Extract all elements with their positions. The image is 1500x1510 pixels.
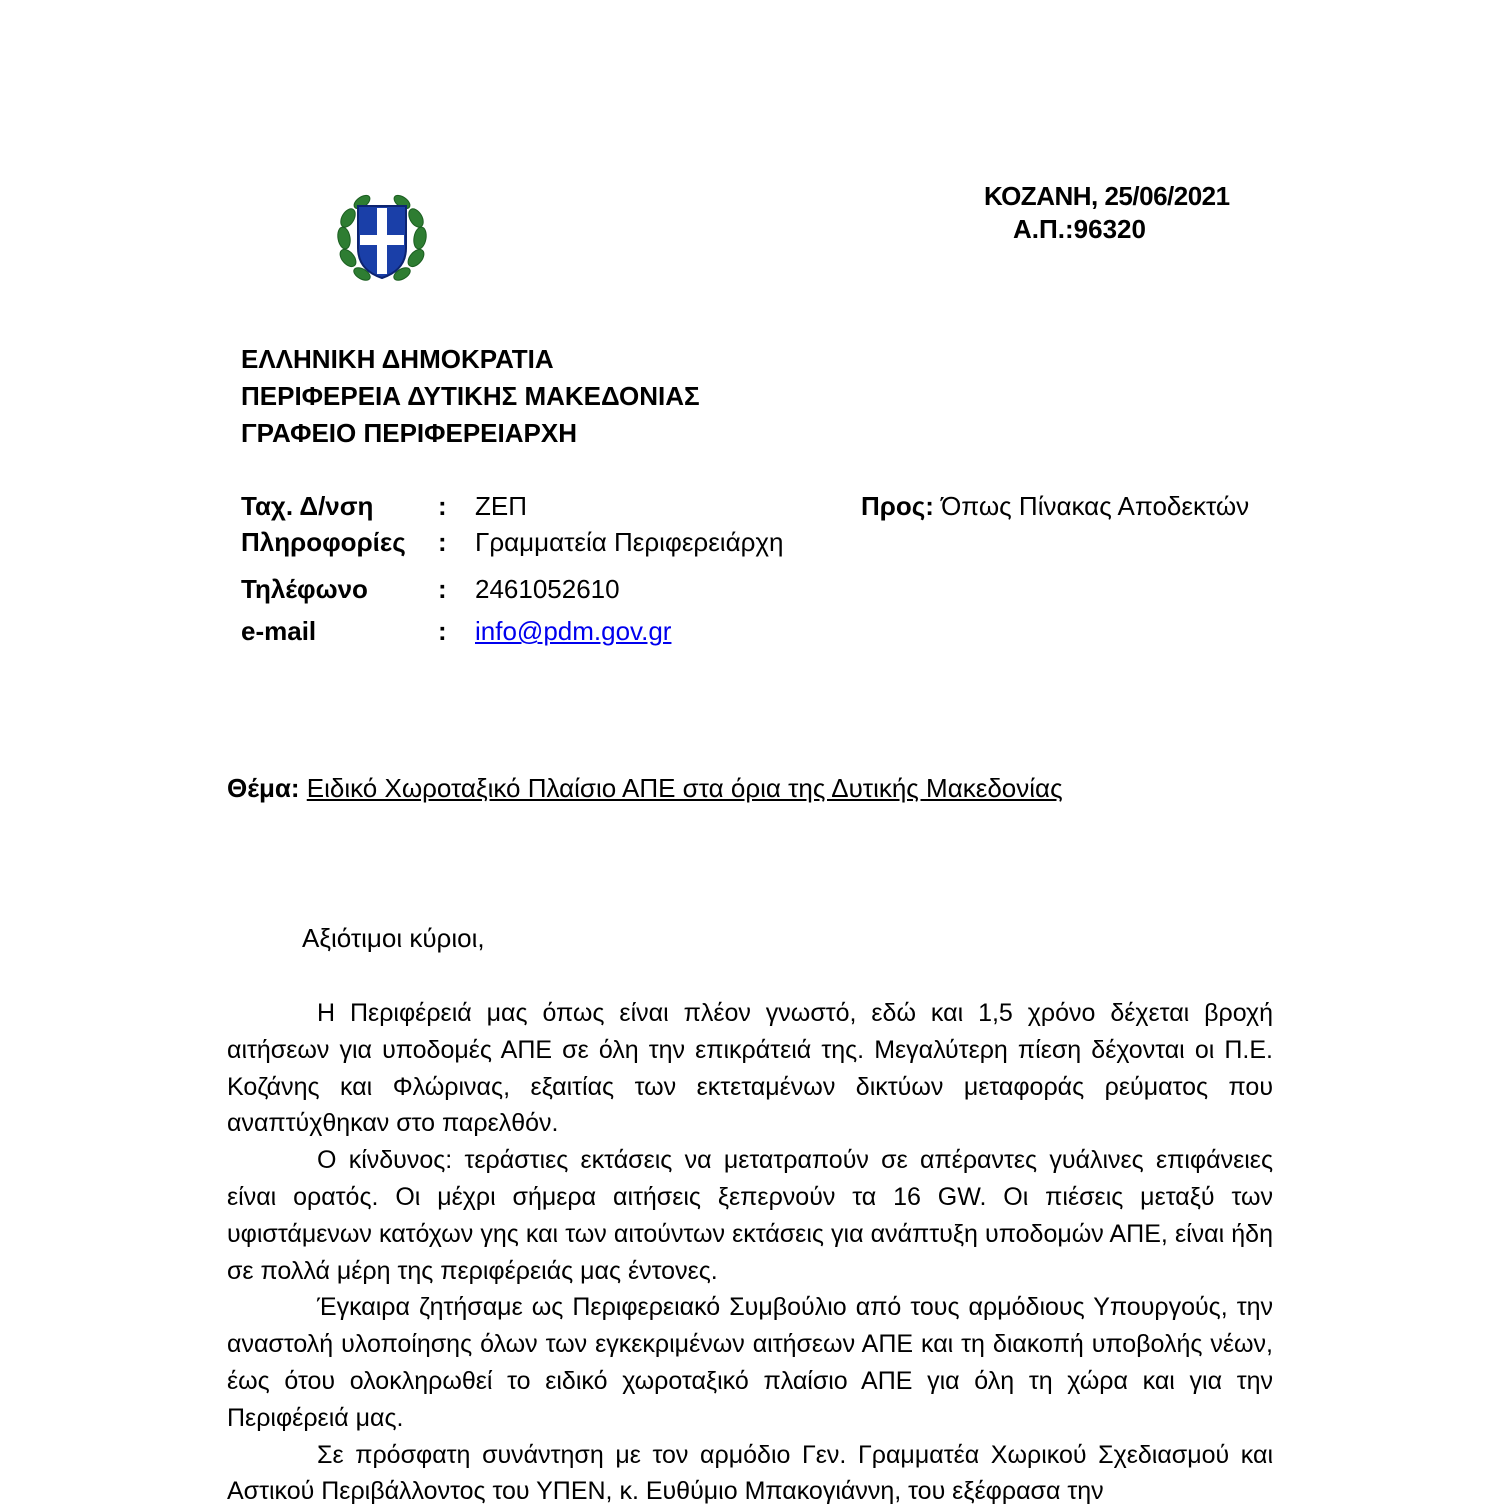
info-colon: :	[438, 574, 447, 604]
subject-line	[227, 773, 1063, 804]
info-label: e-mail	[241, 616, 317, 646]
paragraph: Έγκαιρα ζητήσαμε ως Περιφερειακό Συμβούλιο από τους αρμόδιους Υπουργούς, την αναστολή υλοποίησης όλων των εγκεκριμένων αιτήσεων ΑΠΕ και τη διακοπή υποβολής νέων, έως ότου ολοκληρωθεί το ειδικό χωροταξικό πλαίσιο ΑΠΕ για όλη τη χώρα και για την Περιφέρειά μας.	[227, 1293, 1273, 1432]
info-label: Πληροφορίες	[241, 527, 406, 557]
info-label: Ταχ. Δ/νση	[241, 491, 374, 521]
recipient-label: Προς:	[861, 491, 934, 521]
heading-line: ΓΡΑΦΕΙΟ ΠΕΡΙΦΕΡΕΙΑΡΧΗ	[241, 418, 577, 448]
issuer-heading	[241, 341, 700, 452]
info-colon: :	[438, 527, 447, 557]
info-value: Γραμματεία Περιφερειάρχη	[475, 527, 784, 557]
recipient	[861, 491, 1249, 522]
letter-body	[227, 995, 1273, 1510]
info-value: ΖΕΠ	[475, 491, 527, 521]
paragraph: Σε πρόσφατη συνάντηση με τον αρμόδιο Γεν. Γραμματέα Χωρικού Σχεδιασμού και Αστικού Περιβάλλοντος του ΥΠΕΝ, κ. Ευθύμιο Μπακογιάννη, του εξέφρασα την	[227, 1440, 1273, 1506]
info-value: 2461052610	[475, 574, 620, 604]
paragraph: Ο κίνδυνος: τεράστιες εκτάσεις να μετατραπούν σε απέραντες γυάλινες επιφάνειες είναι ορατός. Οι μέχρι σήμερα αιτήσεις ξεπερνούν τα 16 GW. Οι πιέσεις μεταξύ των υφιστάμενων κατόχων γης και των αιτούντων εκτάσεις για ανάπτυξη υποδομών ΑΠΕ, είναι ήδη σε πολλά μέρη της περιφέρειάς μας έντονες.	[227, 1146, 1273, 1285]
heading-line: ΕΛΛΗΝΙΚΗ ΔΗΜΟΚΡΑΤΙΑ	[241, 344, 554, 374]
dateline: ΚΟΖΑΝΗ, 25/06/2021	[984, 181, 1230, 211]
subject-text: Ειδικό Χωροταξικό Πλαίσιο ΑΠΕ στα όρια της Δυτικής Μακεδονίας	[306, 773, 1063, 803]
paragraph: Η Περιφέρειά μας όπως είναι πλέον γνωστό, εδώ και 1,5 χρόνο δέχεται βροχή αιτήσεων για υποδομές ΑΠΕ σε όλη την επικράτειά της. Μεγαλύτερη πίεση δέχονται οι Π.Ε. Κοζάνης και Φλώρινας, εξαιτίας των εκτεταμένων δικτύων μεταφοράς ρεύματος που αναπτύχθηκαν στο παρελθόν.	[227, 999, 1273, 1138]
greek-coat-of-arms-icon	[330, 186, 434, 290]
info-label: Τηλέφωνο	[241, 574, 368, 604]
info-colon: :	[438, 491, 447, 521]
subject-label: Θέμα:	[227, 773, 300, 803]
protocol-number: Α.Π.:96320	[1013, 214, 1146, 244]
recipient-value: Όπως Πίνακας Αποδεκτών	[941, 491, 1250, 521]
info-colon: :	[438, 616, 447, 646]
greeting: Αξιότιμοι κύριοι,	[302, 923, 485, 953]
email-link[interactable]: info@pdm.gov.gr	[475, 616, 672, 646]
heading-line: ΠΕΡΙΦΕΡΕΙΑ ΔΥΤΙΚΗΣ ΜΑΚΕΔΟΝΙΑΣ	[241, 381, 700, 411]
